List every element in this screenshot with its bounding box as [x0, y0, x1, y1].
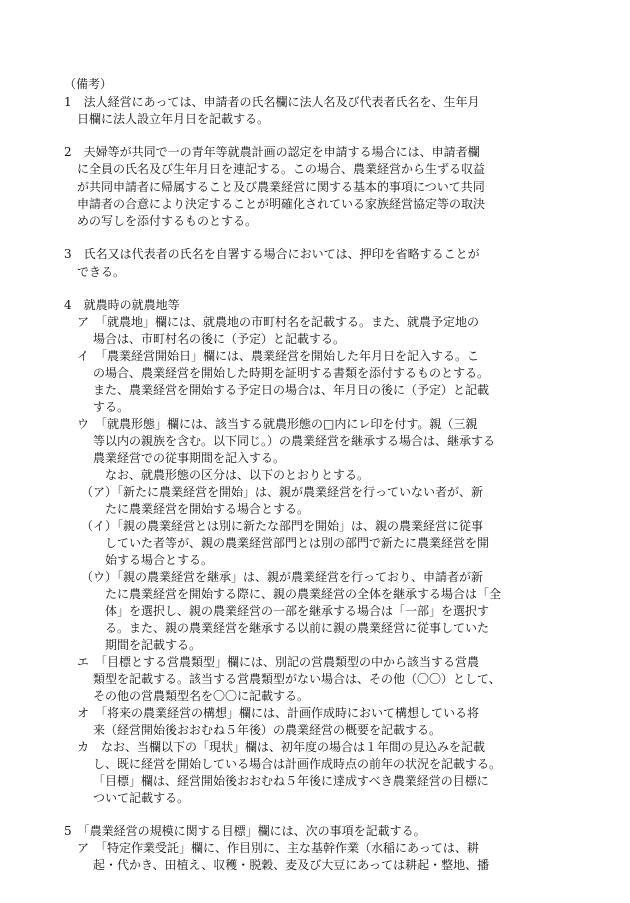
- note-4u-a-line-1: （ア）「新たに農業経営を開始」は、親が農業経営を行っていない者が、新: [81, 485, 484, 499]
- note-4u-line-1: ウ 「就農形態」欄には、該当する就農形態の□内にレ印を付す。親（三親: [77, 417, 478, 431]
- note-2-line-1: 2 夫婦等が共同で一の青年等就農計画の認定を申請する場合には、申請者欄: [64, 145, 480, 159]
- note-4u-line-2: 等以内の親族を含む。以下同じ。）の農業経営を継承する場合は、継承する: [93, 434, 496, 448]
- note-4ka-line-3: 「目標」欄は、経営開始後おおむね５年後に達成すべき農業経営の目標に: [93, 774, 489, 788]
- note-4u-i-line-2: していた者等が、親の農業経営部門とは別の部門で新たに農業経営を開: [105, 536, 490, 550]
- remarks-heading: （備考）: [64, 77, 113, 91]
- note-3-line-2: できる。: [77, 265, 126, 279]
- note-4u-a-line-2: たに農業経営を開始する場合とする。: [105, 502, 310, 516]
- note-4ka-line-1: カ なお、当欄以下の「現状」欄は、初年度の場合は１年間の見込みを記載: [77, 740, 486, 754]
- note-2-line-4: 申請者の合意により決定することが明確化されている家族経営協定等の取決: [77, 197, 486, 211]
- note-4a-line-1: ア 「就農地」欄には、就農地の市町村名を記載する。また、就農予定地の: [77, 315, 480, 329]
- note-4u-u-line-2: たに農業経営を開始する際に、親の農業経営の全体を継承する場合は「全: [105, 587, 502, 601]
- note-2-line-5: めの写しを添付するものとする。: [77, 214, 258, 228]
- note-4i-line-3: また、農業経営を開始する予定日の場合は、年月日の後に（予定）と記載: [93, 383, 490, 397]
- note-4u-u-line-3: 体」を選択し、親の農業経営の一部を継承する場合は「一部」を選択す: [105, 604, 490, 618]
- note-4e-line-1: エ 「目標とする営農類型」欄には、別記の営農類型の中から該当する営農: [77, 655, 480, 669]
- note-4u-u-line-4: る。また、親の農業経営を継承する以前に親の農業経営に従事していた: [105, 621, 490, 635]
- note-4a-line-2: 場合は、市町村名の後に（予定）と記載する。: [93, 332, 346, 346]
- note-4u-i-line-3: 始する場合とする。: [105, 553, 214, 567]
- note-5a-line-1: ア 「特定作業受託」欄に、作目別に、主な基幹作業（水稲にあっては、耕: [77, 841, 479, 855]
- note-4i-line-1: イ 「農業経営開始日」欄には、農業経営を開始した年月日を記入する。こ: [77, 349, 480, 363]
- note-3-line-1: 3 氏名又は代表者の氏名を自署する場合においては、押印を省略することが: [64, 247, 480, 261]
- note-2-line-2: に全員の氏名及び生年月日を連記する。この場合、農業経営から生ずる収益: [77, 162, 486, 176]
- note-4ka-line-2: し、既に経営を開始している場合は計画作成時点の前年の状況を記載する。: [93, 757, 502, 771]
- note-1-line-2: 日欄に法人設立年月日を記載する。: [77, 112, 270, 126]
- note-4u-u-line-1: （ウ）「親の農業経営を継承」は、親が農業経営を行っており、申請者が新: [81, 570, 484, 584]
- note-5a-line-2: 起・代かき、田植え、収穫・脱穀、麦及び大豆にあっては耕起・整地、播: [93, 858, 490, 872]
- note-4o-line-1: オ 「将来の農業経営の構想」欄には、計画作成時において構想している将: [77, 706, 480, 720]
- note-4u-line-3: 農業経営での従事期間を記入する。: [93, 451, 286, 465]
- note-4ka-line-4: ついて記載する。: [93, 791, 190, 805]
- note-4u-i-line-1: （イ）「親の農業経営とは別に新たな部門を開始」は、親の農業経営に従事: [81, 519, 484, 533]
- note-4o-line-2: 来（経営開始後おおむね５年後）の農業経営の概要を記載する。: [93, 723, 442, 737]
- note-2-line-3: が共同申請者に帰属すること及び農業経営に関する基本的事項について共同: [77, 180, 485, 194]
- note-4-heading: 4 就農時の就農地等: [64, 298, 180, 312]
- note-4e-line-3: その他の営農類型名を〇〇に記載する。: [93, 689, 310, 703]
- note-4u-u-line-5: 期間を記載する。: [105, 638, 202, 652]
- note-1-line-1: 1 法人経営にあっては、申請者の氏名欄に法人名及び代表者氏名を、生年月: [64, 95, 480, 109]
- note-4i-line-4: する。: [93, 400, 130, 414]
- note-4u-line-4: なお、就農形態の区分は、以下のとおりとする。: [105, 468, 370, 482]
- note-4i-line-2: の場合、農業経営を開始した時期を証明する書類を添付するものとする。: [93, 366, 490, 380]
- note-5-heading: 5 「農業経営の規模に関する目標」欄には、次の事項を記載する。: [64, 824, 426, 838]
- note-4e-line-2: 類型を記載する。該当する営農類型がない場合は、その他（〇〇）として、: [93, 672, 501, 686]
